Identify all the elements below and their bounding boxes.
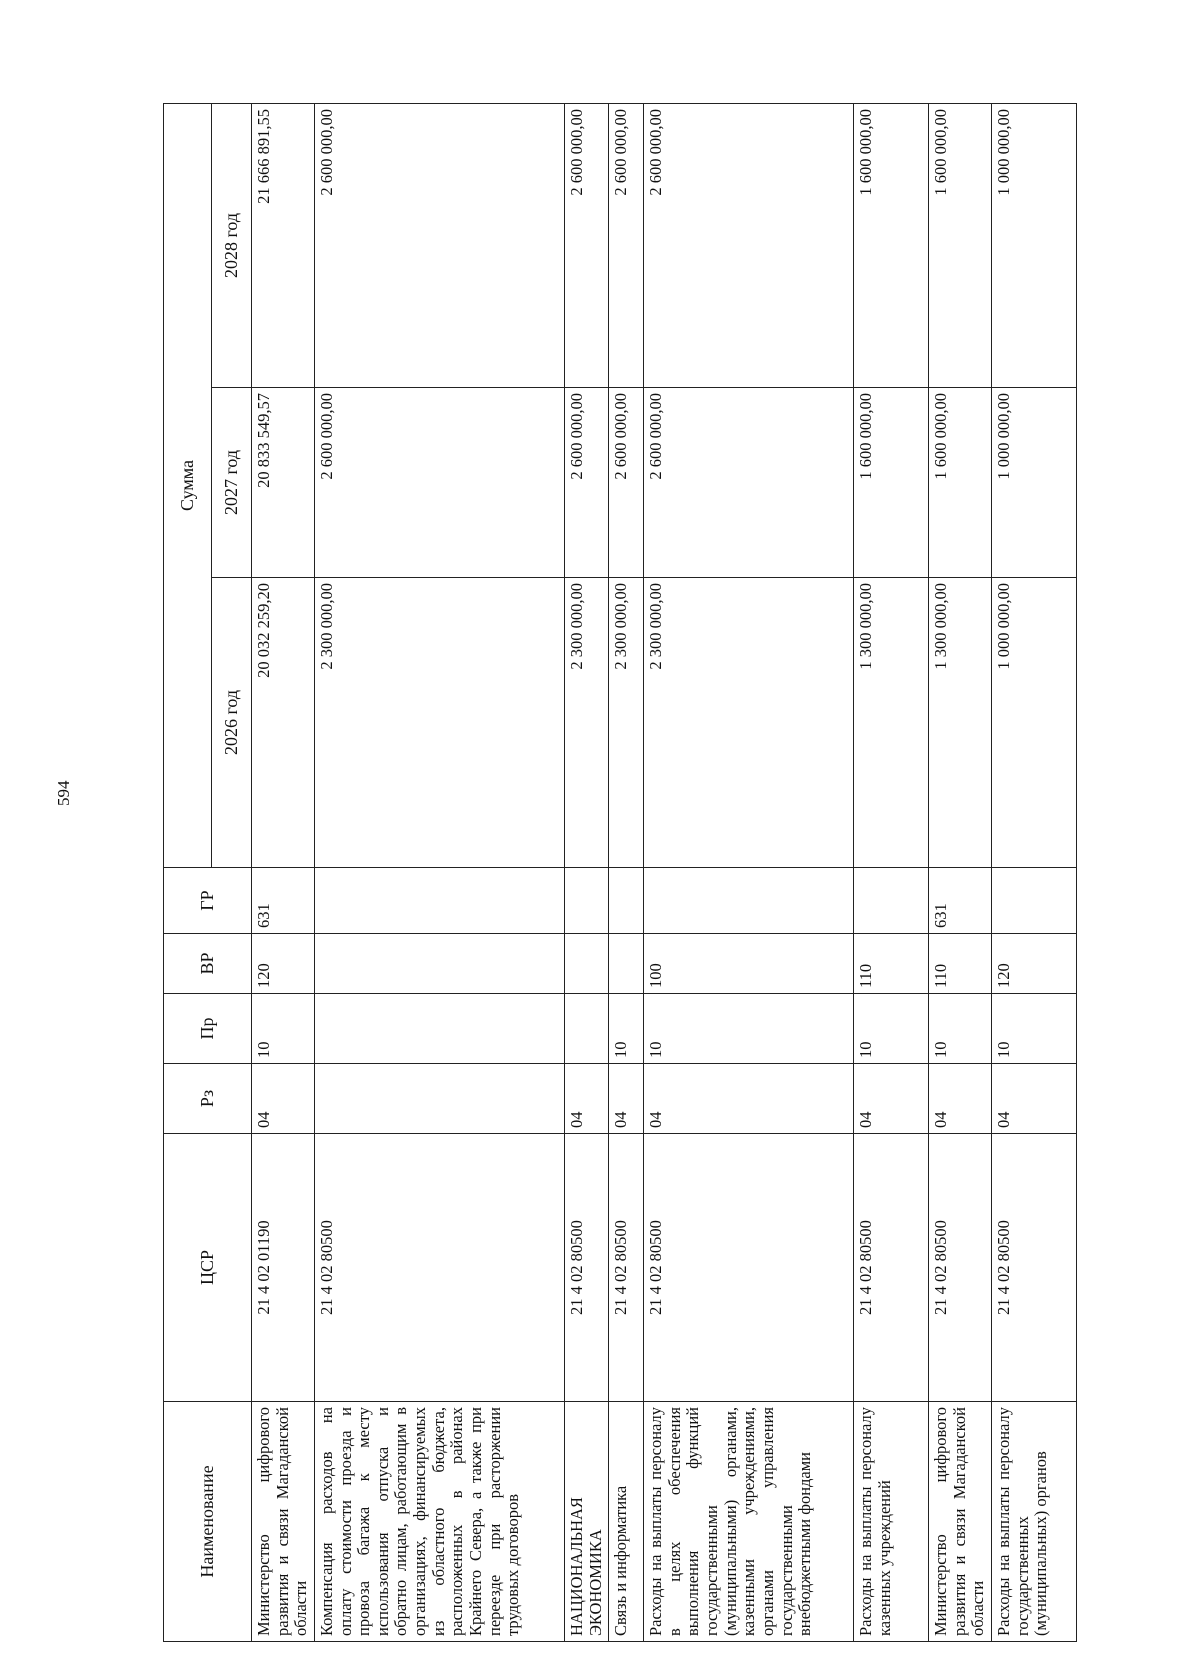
cell-gr: [992, 868, 1077, 934]
cell-gr: 631: [929, 868, 992, 934]
cell-pr: [564, 994, 608, 1064]
header-gr: ГР: [164, 868, 252, 934]
cell-rz: 04: [564, 1064, 608, 1134]
cell-vr: 100: [644, 934, 854, 994]
table-container: [163, 104, 1051, 1642]
cell-2026: 2 300 000,00: [644, 578, 854, 868]
cell-rz: 04: [252, 1064, 315, 1134]
cell-pr: 10: [644, 994, 854, 1064]
header-vr: ВР: [164, 934, 252, 994]
cell-name: Компенсация расходов на оплату стоимости проезда и провоза багажа к месту использования отпуска и обратно лицам, работающим в организациях, финансируемых из областного бюджета, расположенных в районах Крайнего Севера, а также при переезде при расторжении трудовых договоров: [314, 1402, 564, 1642]
cell-gr: [564, 868, 608, 934]
cell-csr: 21 4 02 80500: [609, 1134, 644, 1402]
cell-rz: 04: [644, 1064, 854, 1134]
cell-2027: 20 833 549,57: [252, 388, 315, 578]
cell-rz: [314, 1064, 564, 1134]
cell-2026: 1 300 000,00: [929, 578, 992, 868]
cell-2027: 2 600 000,00: [564, 388, 608, 578]
cell-csr: 21 4 02 80500: [929, 1134, 992, 1402]
cell-2027: 2 600 000,00: [609, 388, 644, 578]
cell-vr: [314, 934, 564, 994]
cell-2026: 20 032 259,20: [252, 578, 315, 868]
cell-name: НАЦИОНАЛЬНАЯ ЭКОНОМИКА: [564, 1402, 608, 1642]
cell-vr: 120: [252, 934, 315, 994]
cell-gr: 631: [252, 868, 315, 934]
cell-gr: [644, 868, 854, 934]
cell-pr: 10: [854, 994, 929, 1064]
cell-csr: 21 4 02 80500: [854, 1134, 929, 1402]
page-number: 594: [54, 780, 73, 806]
cell-rz: 04: [929, 1064, 992, 1134]
cell-csr: 21 4 02 80500: [564, 1134, 608, 1402]
cell-csr: 21 4 02 80500: [992, 1134, 1077, 1402]
cell-2028: 2 600 000,00: [314, 104, 564, 388]
cell-name: Министерство цифрового развития и связи Магаданской области: [252, 1402, 315, 1642]
table-row: [644, 104, 854, 1642]
cell-name: Расходы на выплаты персоналу государственных (муниципальных) органов: [992, 1402, 1077, 1642]
cell-2027: 2 600 000,00: [314, 388, 564, 578]
table-row: [854, 104, 929, 1642]
cell-2028: 2 600 000,00: [644, 104, 854, 388]
cell-2026: 2 300 000,00: [564, 578, 608, 868]
header-csr: ЦСР: [164, 1134, 252, 1402]
table-row: [314, 104, 564, 1642]
cell-csr: 21 4 02 80500: [644, 1134, 854, 1402]
cell-vr: 110: [854, 934, 929, 994]
cell-pr: 10: [992, 994, 1077, 1064]
budget-table: [163, 103, 1077, 1642]
cell-2028: 21 666 891,55: [252, 104, 315, 388]
table-row: [929, 104, 992, 1642]
table-row: [609, 104, 644, 1642]
header-sum: Сумма: [164, 104, 212, 868]
cell-2027: 2 600 000,00: [644, 388, 854, 578]
header-2026: 2026 год: [212, 578, 252, 868]
header-name: Наименование: [164, 1402, 252, 1642]
cell-2028: 2 600 000,00: [609, 104, 644, 388]
cell-pr: 10: [609, 994, 644, 1064]
cell-2028: 1 600 000,00: [854, 104, 929, 388]
header-pr: Пр: [164, 994, 252, 1064]
header-rz: Рз: [164, 1064, 252, 1134]
cell-2028: 1 600 000,00: [929, 104, 992, 388]
cell-pr: [314, 994, 564, 1064]
cell-2026: 2 300 000,00: [609, 578, 644, 868]
cell-pr: 10: [929, 994, 992, 1064]
cell-2026: 1 000 000,00: [992, 578, 1077, 868]
cell-2027: 1 000 000,00: [992, 388, 1077, 578]
cell-rz: 04: [854, 1064, 929, 1134]
cell-vr: 110: [929, 934, 992, 994]
cell-name: Расходы на выплаты персоналу в целях обеспечения выполнения функций государственными (муниципальными) органами, казенными учреждениями, органами управления государственными внебюджетными фондами: [644, 1402, 854, 1642]
cell-rz: 04: [992, 1064, 1077, 1134]
cell-2028: 1 000 000,00: [992, 104, 1077, 388]
cell-name: Министерство цифрового развития и связи Магаданской области: [929, 1402, 992, 1642]
cell-name: Связь и информатика: [609, 1402, 644, 1642]
header-2028: 2028 год: [212, 104, 252, 388]
cell-rz: 04: [609, 1064, 644, 1134]
table-row: [252, 104, 315, 1642]
cell-pr: 10: [252, 994, 315, 1064]
cell-2028: 2 600 000,00: [564, 104, 608, 388]
table-row: [992, 104, 1077, 1642]
cell-vr: [609, 934, 644, 994]
table-row: [564, 104, 608, 1642]
cell-csr: 21 4 02 01190: [252, 1134, 315, 1402]
header-row: [164, 104, 212, 1642]
header-2027: 2027 год: [212, 388, 252, 578]
cell-2026: 2 300 000,00: [314, 578, 564, 868]
cell-vr: 120: [992, 934, 1077, 994]
cell-csr: 21 4 02 80500: [314, 1134, 564, 1402]
cell-gr: [314, 868, 564, 934]
cell-2027: 1 600 000,00: [854, 388, 929, 578]
cell-gr: [609, 868, 644, 934]
cell-name: Расходы на выплаты персоналу казенных учреждений: [854, 1402, 929, 1642]
cell-vr: [564, 934, 608, 994]
cell-2026: 1 300 000,00: [854, 578, 929, 868]
cell-2027: 1 600 000,00: [929, 388, 992, 578]
cell-gr: [854, 868, 929, 934]
